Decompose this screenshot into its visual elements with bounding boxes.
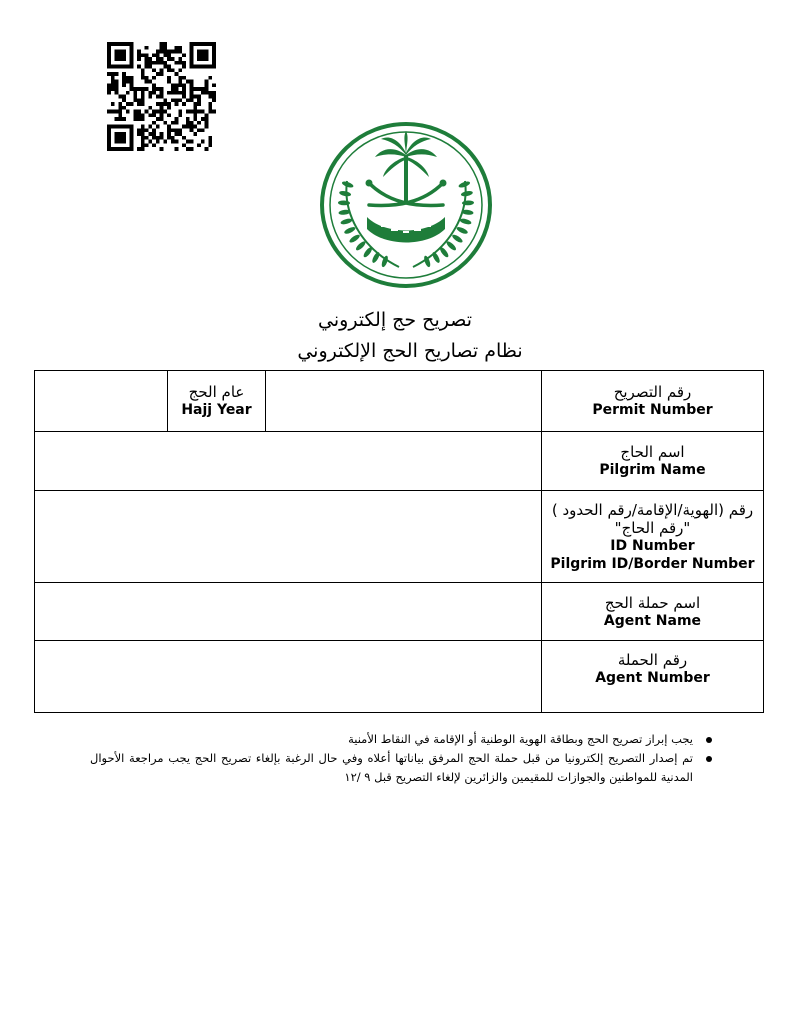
id-number-label <box>542 491 764 583</box>
hajj-year-label <box>168 371 266 432</box>
id-number-label-en-2: Pilgrim ID/Border Number <box>550 555 755 572</box>
pilgrim-name-label-en: Pilgrim Name <box>599 462 706 478</box>
agent-number-label <box>542 641 764 713</box>
id-number-label-ar-1: رقم (الهوية/الإقامة/رقم الحدود ) <box>551 500 754 519</box>
pilgrim-name-label <box>542 432 764 491</box>
ministry-emblem-icon <box>319 121 493 289</box>
agent-name-label-ar: اسم حملة الحج <box>604 593 701 612</box>
hajj-year-label-en: Hajj Year <box>181 402 252 418</box>
page-subtitle: نظام تصاريح الحج الإلكتروني <box>297 340 523 362</box>
agent-name-label <box>542 583 764 641</box>
agent-name-value <box>35 583 542 641</box>
qr-code-icon <box>107 42 216 151</box>
agent-number-label-ar: رقم الحملة <box>617 651 688 669</box>
agent-number-label-en: Agent Number <box>595 670 710 686</box>
hajj-year-label-ar: عام الحج <box>188 383 245 401</box>
id-number-label-ar-2: "رقم الحاج" <box>614 518 691 537</box>
permit-table <box>34 370 764 713</box>
permit-number-value <box>266 371 542 432</box>
agent-number-value <box>35 641 542 713</box>
pilgrim-name-label-ar: اسم الحاج <box>620 443 685 461</box>
hajj-year-value <box>35 371 168 432</box>
note-text: تم إصدار التصريح إلكترونيا من قبل حملة الحج المرفق بياناتها أعلاه وفي حال الرغبة بإلغاء تصريح الحج يجب مراجعة الأحوال المدنية للمواطنين والجوازات للمقيمين والزائرين لإلغاء التصريح قبل ٩ /١٢ <box>90 751 693 784</box>
id-number-value <box>35 491 542 583</box>
notes-list <box>90 730 715 787</box>
note-text: يجب إبراز تصريح الحج وبطاقة الهوية الوطنية أو الإقامة في النقاط الأمنية <box>348 732 693 746</box>
permit-number-label <box>542 371 764 432</box>
pilgrim-name-value <box>35 432 542 491</box>
permit-number-label-en: Permit Number <box>592 402 713 418</box>
page-title: تصريح حج إلكتروني <box>318 309 472 331</box>
bullet-icon <box>706 737 712 743</box>
note-item <box>90 730 715 749</box>
permit-number-label-ar: رقم التصريح <box>613 383 692 401</box>
bullet-icon <box>706 756 712 762</box>
id-number-label-en-1: ID Number <box>610 537 695 554</box>
note-item <box>90 749 715 787</box>
agent-name-label-en: Agent Name <box>603 612 702 629</box>
